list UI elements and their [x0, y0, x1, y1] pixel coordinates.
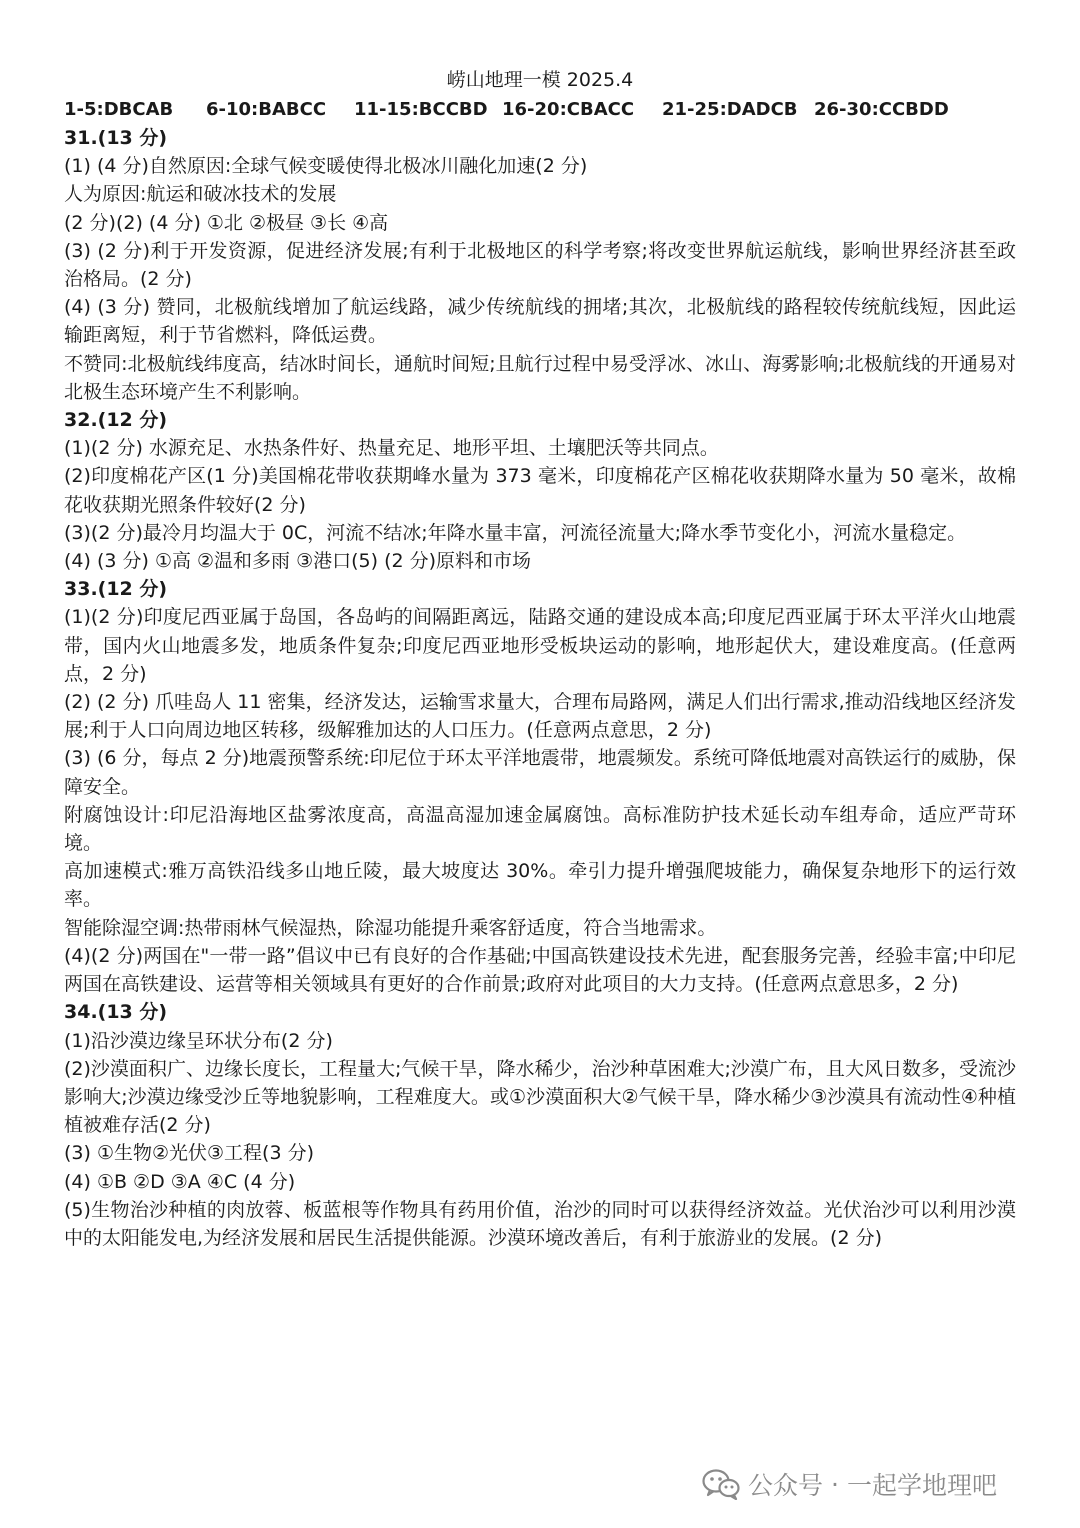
q31-part3: (3) (2 分)利于开发资源，促进经济发展;有利于北极地区的科学考察;将改变世界航运航线，影响世界经济甚至政治格局。(2 分): [64, 239, 1016, 291]
question-32-heading: 32.(12 分): [64, 409, 168, 432]
q31-part4-disagree: 不赞同:北极航线纬度高，结冰时间长，通航时间短;且航行过程中易受浮冰、冰山、海雾影响;北极航线的开通易对北极生态环境产生不利影响。: [64, 352, 1016, 403]
watermark-separator: ·: [831, 1469, 839, 1499]
q33-part3-acceleration: 高加速模式:雅万高铁沿线多山地丘陵，最大坡度达 30%。牵引力提升增强爬坡能力，确保复杂地形下的运行效率。: [64, 860, 1016, 911]
answer-key-6-10: 6-10:BABCC: [206, 99, 327, 120]
q31-part1-natural: (1) (4 分)自然原因:全球气候变暖使得北极冰川融化加速(2 分): [64, 155, 588, 178]
answer-key-21-25: 21-25:DADCB: [662, 99, 798, 120]
question-31-heading: 31.(13 分): [64, 127, 168, 149]
q32-part3: (3)(2 分)最冷月均温大于 0C，河流不结冰;年降水量丰富，河流径流量大;降水季节变化小，河流水量稳定。: [64, 521, 967, 544]
watermark-label: 公众号: [748, 1471, 824, 1500]
q31-part1-human: 人为原因:航运和破冰技术的发展: [64, 183, 337, 206]
q33-part3-earthquake: (3) (6 分，每点 2 分)地震预警系统:印尼位于环太平洋地震带，地震频发。系统可降低地震对高铁运行的威胁，保障安全。: [64, 747, 1016, 798]
answer-key-26-30: 26-30:CCBDD: [814, 99, 949, 120]
q32-part2: (2)印度棉花产区(1 分)美国棉花带收获期峰水量为 373 毫米，印度棉花产区棉花收获期降水量为 50 毫米，故棉花收获期光照条件较好(2 分): [64, 465, 1016, 516]
q31-part4-agree: (4) (3 分) 赞同，北极航线增加了航运线路，减少传统航线的拥堵;其次，北极航线的路程较传统航线短，因此运输距离短，利于节省燃料，降低运费。: [64, 296, 1016, 347]
q34-part1: (1)沿沙漠边缘呈环状分布(2 分): [64, 1029, 333, 1052]
answer-body: [64, 124, 1016, 1252]
question-33-heading: 33.(12 分): [64, 578, 168, 601]
answer-key-1-5: 1-5:DBCAB: [64, 99, 174, 120]
q31-part2: (2 分)(2) (4 分) ①北 ②极昼 ③长 ④高: [64, 211, 389, 234]
q33-part1: (1)(2 分)印度尼西亚属于岛国，各岛屿的间隔距离远，陆路交通的建设成本高;印度尼西亚属于环太平洋火山地震带，国内火山地震多发，地质条件复杂;印度尼西亚地形受板块运动的影响，地形起伏大，建设难度高。(任意两点，2 分): [64, 606, 1016, 685]
watermark: [702, 1464, 997, 1504]
q34-part2: (2)沙漠面积广、边缘长度长，工程量大;气候干旱，降水稀少，治沙种草困难大;沙漠广布，且大风日数多，受流沙影响大;沙漠边缘受沙丘等地貌影响，工程难度大。或①沙漠面积大②气候干旱，降水稀少③沙漠具有流动性④种植植被难存活(2 分): [64, 1057, 1016, 1137]
q34-part3: (3) ①生物②光伏③工程(3 分): [64, 1142, 315, 1165]
q34-part5: (5)生物治沙种植的肉放蓉、板蓝根等作物具有药用价值，治沙的同时可以获得经济效益。光伏治沙可以利用沙漠中的太阳能发电,为经济发展和居民生活提供能源。沙漠环境改善后，有利于旅游业的发展。(2 分): [64, 1198, 1016, 1249]
answer-key-row: [64, 96, 1024, 124]
q34-part4: (4) ①B ②D ③A ④C (4 分): [64, 1170, 296, 1193]
answer-key-16-20: 16-20:CBACC: [502, 99, 635, 120]
q32-part1: (1)(2 分) 水源充足、水热条件好、热量充足、地形平坦、土壤肥沃等共同点。: [64, 437, 719, 460]
page-title: 崂山地理一模 2025.4: [446, 69, 634, 91]
question-34-heading: 34.(13 分): [64, 1001, 168, 1024]
wechat-icon: [702, 1468, 740, 1500]
watermark-account: 一起学地理吧: [846, 1471, 997, 1500]
q33-part3-corrosion: 附腐蚀设计:印尼沿海地区盐雾浓度高，高温高湿加速金属腐蚀。高标准防护技术延长动车组寿命，适应严苛环境。: [64, 803, 1016, 855]
q32-part4-5: (4) (3 分) ①高 ②温和多雨 ③港口(5) (2 分)原料和市场: [64, 550, 532, 573]
q33-part4: (4)(2 分)两国在"一带一路”倡议中已有良好的合作基础;中国高铁建设技术先进，配套服务完善，经验丰富;中印尼两国在高铁建设、运营等相关领域具有更好的合作前景;政府对此项目的大力支持。(任意两点意思多，2 分): [64, 944, 1016, 996]
answer-key-11-15: 11-15:BCCBD: [354, 99, 488, 120]
q33-part2: (2) (2 分) 爪哇岛人 11 密集，经济发达，运输雪求量大，合理布局路网，满足人们出行需求,推动沿线地区经济发展;利于人口向周边地区转移，级解雅加达的人口压力。(任意两点意思，2 分): [64, 691, 1016, 742]
q33-part3-dehumidify: 智能除湿空调:热带雨林气候湿热，除湿功能提升乘客舒适度，符合当地需求。: [64, 916, 717, 939]
